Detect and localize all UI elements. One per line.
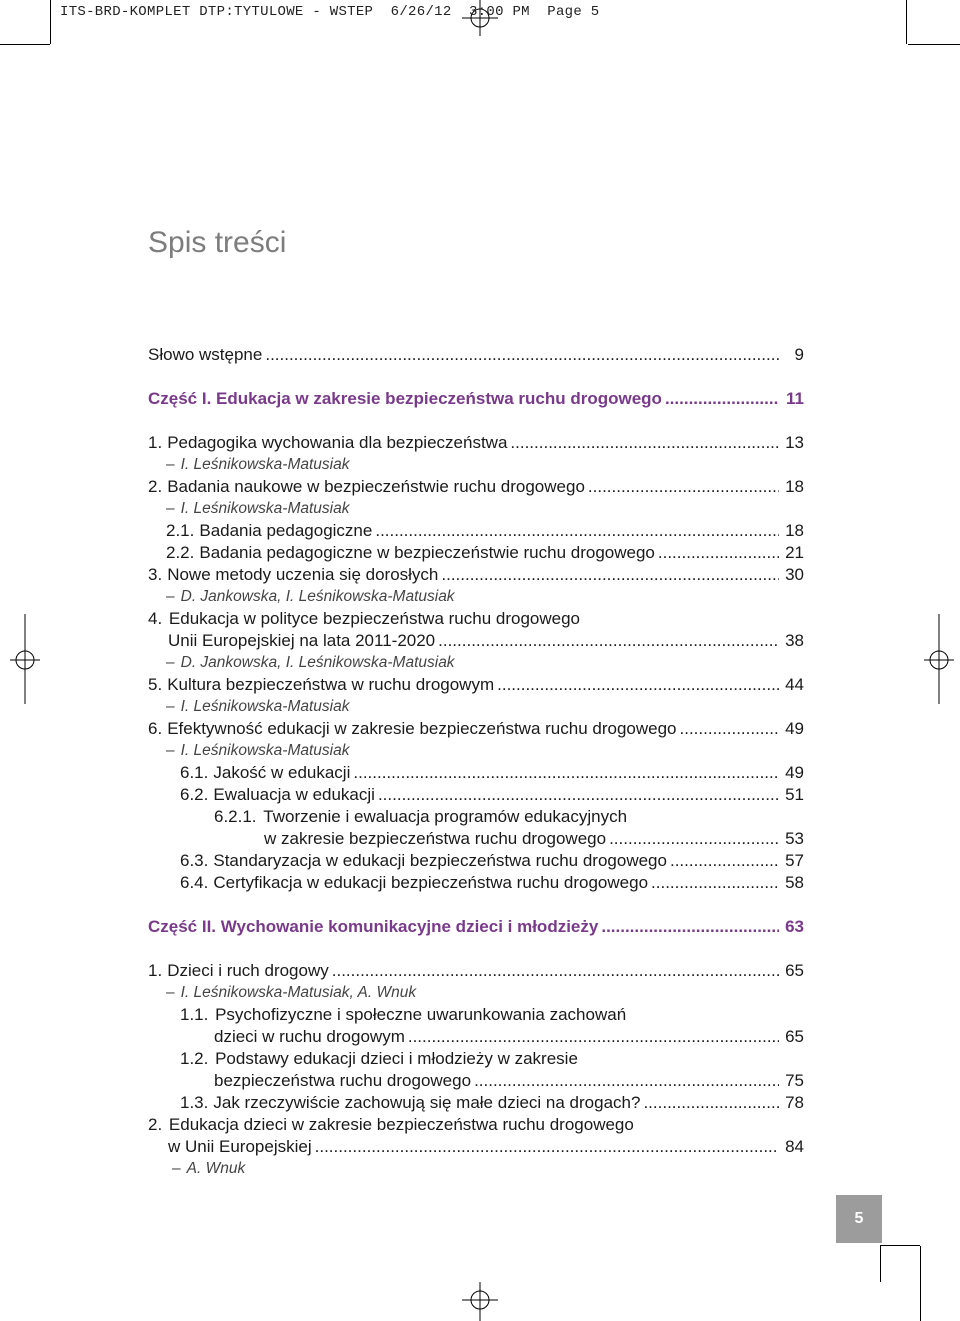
toc-part-heading[interactable] (148, 916, 804, 938)
toc-page: 51 (785, 785, 804, 804)
toc-label: Badania naukowe w bezpieczeństwie ruchu drogowego (167, 477, 585, 496)
toc-page: 30 (785, 565, 804, 584)
toc-entry[interactable] (148, 784, 804, 806)
crop-mark (920, 1246, 921, 1321)
toc-entry[interactable] (148, 564, 804, 586)
toc-page: 57 (785, 851, 804, 870)
toc-page: 49 (785, 719, 804, 738)
toc-number: 6.3. (180, 851, 209, 870)
toc-page: 78 (785, 1093, 804, 1112)
page-number-badge: 5 (836, 1195, 882, 1243)
toc-entry[interactable] (148, 1026, 804, 1048)
toc-label: Psychofizyczne i społeczne uwarunkowania zachowań (215, 1005, 627, 1024)
toc-label: w Unii Europejskiej (168, 1137, 312, 1156)
toc-entry[interactable] (148, 762, 804, 784)
toc-label: dzieci w ruchu drogowym (214, 1027, 405, 1046)
toc-page: 63 (785, 917, 804, 936)
toc-number: 1.2. (180, 1049, 209, 1068)
toc-label: Nowe metody uczenia się dorosłych (167, 565, 439, 584)
toc-author: – A. Wnuk (172, 1160, 246, 1177)
registration-mark-icon (10, 614, 40, 704)
toc-page: 18 (785, 477, 804, 496)
toc-label: Certyfikacja w edukacji bezpieczeństwa ruchu drogowego (213, 873, 649, 892)
crop-mark (880, 1245, 920, 1246)
toc-label: bezpieczeństwa ruchu drogowego (214, 1071, 472, 1090)
toc-page: 13 (785, 433, 804, 452)
toc-number: 6.2.1. (214, 807, 257, 826)
toc-entry-line[interactable] (148, 806, 804, 828)
toc-author: – D. Jankowska, I. Leśnikowska-Matusiak (166, 654, 455, 671)
toc-number: 6. (148, 719, 163, 738)
page-title: Spis treści (148, 226, 287, 259)
toc-number: 6.4. (180, 873, 209, 892)
toc-entry[interactable] (148, 1092, 804, 1114)
toc-number: 1.3. (180, 1093, 209, 1112)
toc-page: 11 (786, 389, 804, 408)
toc-label: Słowo wstępne (148, 345, 263, 364)
toc-number: 6.1. (180, 763, 209, 782)
registration-mark-icon (924, 614, 954, 704)
toc-label: Jak rzeczywiście zachowują się małe dzieci na drogach? (213, 1093, 641, 1112)
toc-entry[interactable] (148, 718, 804, 740)
toc-page: 9 (794, 345, 804, 364)
toc-page: 44 (785, 675, 804, 694)
toc-entry[interactable] (148, 872, 804, 894)
toc-author: – I. Leśnikowska-Matusiak (166, 698, 350, 715)
toc-label: Kultura bezpieczeństwa w ruchu drogowym (167, 675, 495, 694)
toc-number: 6.2. (180, 785, 209, 804)
toc-label: Część I. Edukacja w zakresie bezpieczeństwa ruchu drogowego (148, 389, 662, 408)
toc-label: Dzieci i ruch drogowy (167, 961, 329, 980)
toc-page: 21 (785, 543, 804, 562)
toc-label: Standaryzacja w edukacji bezpieczeństwa ruchu drogowego (213, 851, 667, 870)
toc-number: 5. (148, 675, 163, 694)
crop-mark (908, 44, 960, 45)
toc-number: 1. (148, 433, 163, 452)
toc-entry[interactable] (148, 828, 804, 850)
toc-number: 2.2. (166, 543, 195, 562)
toc-page: 65 (785, 1027, 804, 1046)
toc-entry-line[interactable] (148, 1004, 804, 1026)
toc-label: Podstawy edukacji dzieci i młodzieży w zakresie (215, 1049, 578, 1068)
toc-number: 1.1. (180, 1005, 209, 1024)
toc-page: 58 (785, 873, 804, 892)
table-of-contents (148, 344, 804, 1180)
toc-page: 18 (785, 521, 804, 540)
toc-number: 2.1. (166, 521, 195, 540)
toc-entry[interactable] (148, 1136, 804, 1158)
toc-label: w zakresie bezpieczeństwa ruchu drogowego (264, 829, 607, 848)
toc-number: 1. (148, 961, 163, 980)
toc-label: Tworzenie i ewaluacja programów edukacyjnych (263, 807, 628, 826)
crop-mark (880, 1246, 881, 1282)
toc-label: Badania pedagogiczne (199, 521, 373, 540)
toc-label: Część II. Wychowanie komunikacyjne dzieci i młodzieży (148, 917, 599, 936)
toc-entry[interactable] (148, 520, 804, 542)
toc-author: – D. Jankowska, I. Leśnikowska-Matusiak (166, 588, 455, 605)
toc-entry-line[interactable] (148, 1048, 804, 1070)
toc-entry[interactable] (148, 674, 804, 696)
toc-label: Efektywność edukacji w zakresie bezpieczeństwa ruchu drogowego (167, 719, 677, 738)
toc-number: 2. (148, 477, 163, 496)
toc-label: Unii Europejskiej na lata 2011-2020 (168, 631, 436, 650)
toc-entry[interactable] (148, 630, 804, 652)
toc-label: Ewaluacja w edukacji (213, 785, 375, 804)
toc-label: Edukacja dzieci w zakresie bezpieczeństwa ruchu drogowego (168, 1115, 634, 1134)
toc-page: 75 (785, 1071, 804, 1090)
toc-entry-foreword[interactable] (148, 344, 804, 366)
crop-mark (0, 44, 50, 45)
toc-entry-line[interactable] (148, 1114, 804, 1136)
toc-page: 65 (785, 961, 804, 980)
crop-mark (906, 0, 907, 44)
toc-author: – I. Leśnikowska-Matusiak (166, 500, 350, 517)
toc-label: Pedagogika wychowania dla bezpieczeństwa (167, 433, 508, 452)
crop-mark (50, 0, 51, 44)
toc-entry[interactable] (148, 542, 804, 564)
toc-number: 4. (148, 609, 163, 628)
toc-page: 53 (785, 829, 804, 848)
toc-label: Badania pedagogiczne w bezpieczeństwie ruchu drogowego (199, 543, 655, 562)
toc-label: Edukacja w polityce bezpieczeństwa ruchu drogowego (168, 609, 580, 628)
toc-author: – I. Leśnikowska-Matusiak (166, 742, 350, 759)
toc-number: 2. (148, 1115, 163, 1134)
toc-part-heading[interactable] (148, 388, 804, 410)
toc-page: 84 (785, 1137, 804, 1156)
toc-page: 49 (785, 763, 804, 782)
toc-author: – I. Leśnikowska-Matusiak (166, 456, 350, 473)
toc-number: 3. (148, 565, 163, 584)
toc-author: – I. Leśnikowska-Matusiak, A. Wnuk (166, 984, 417, 1001)
registration-mark-icon (462, 1282, 498, 1321)
print-slug: ITS-BRD-KOMPLET DTP:TYTULOWE - WSTEP 6/26/12 3:00 PM Page 5 (60, 4, 600, 20)
toc-entry-line[interactable] (148, 608, 804, 630)
toc-page: 38 (785, 631, 804, 650)
toc-label: Jakość w edukacji (213, 763, 351, 782)
toc-entry[interactable] (148, 476, 804, 498)
toc-entry[interactable] (148, 1070, 804, 1092)
toc-entry[interactable] (148, 432, 804, 454)
toc-entry[interactable] (148, 960, 804, 982)
toc-entry[interactable] (148, 850, 804, 872)
